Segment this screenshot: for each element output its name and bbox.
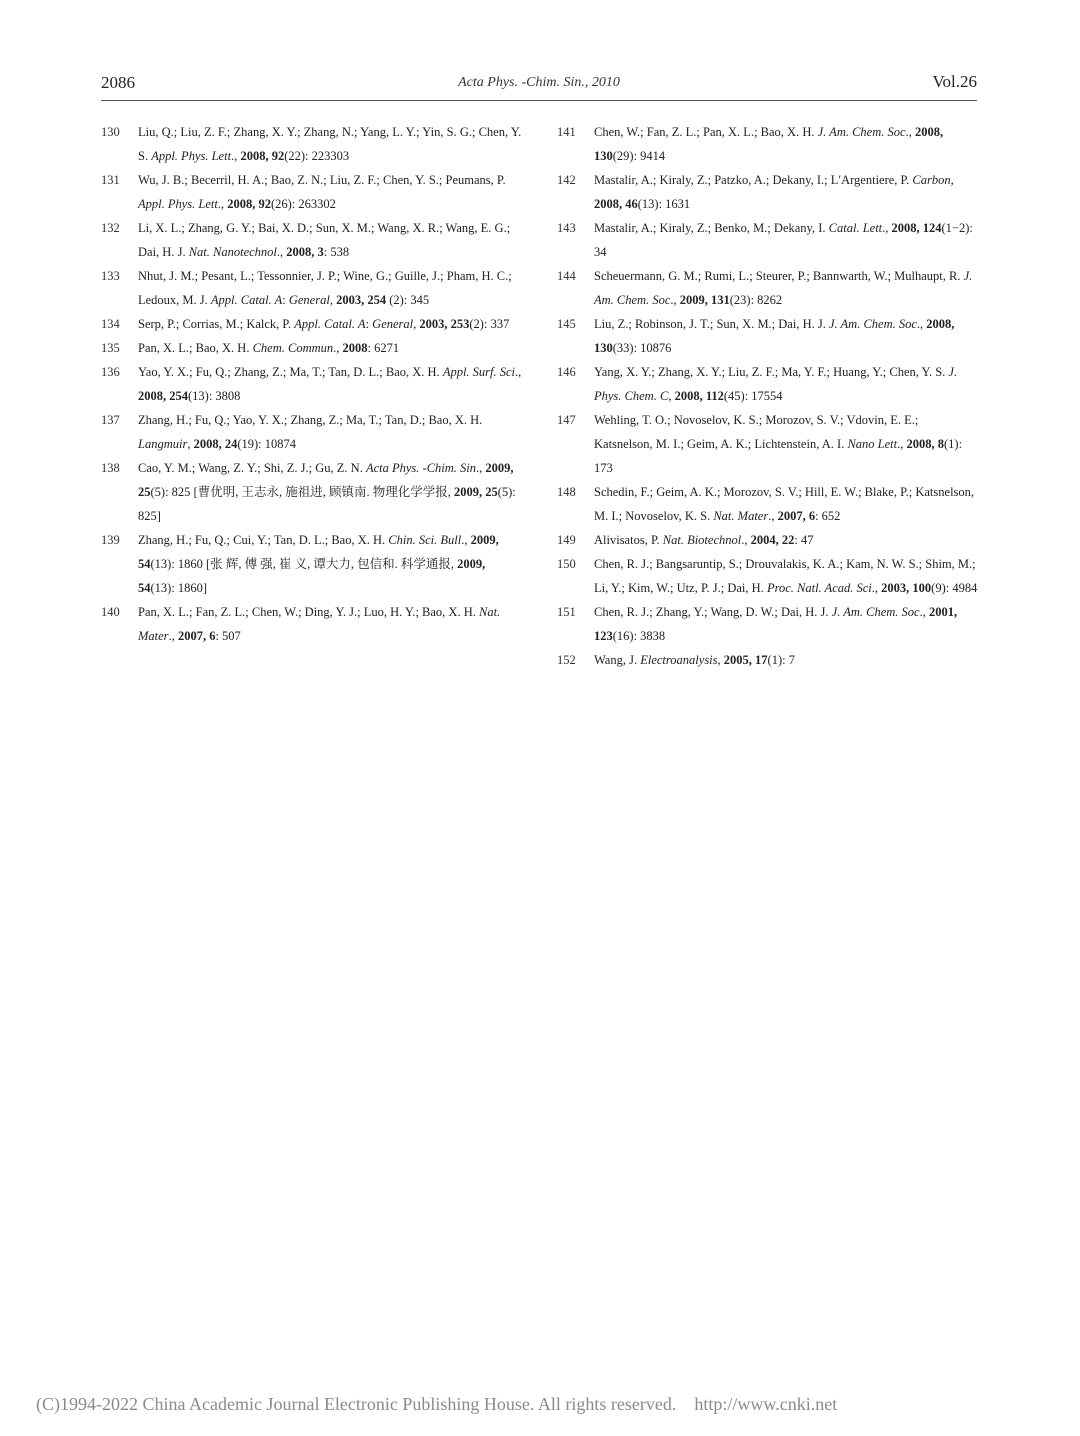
year-volume: 2008, 130 bbox=[594, 125, 944, 163]
reference-segment: (2): 337 bbox=[469, 317, 510, 331]
journal-title: Acta Phys. -Chim. Sin., 2010 bbox=[458, 75, 620, 90]
reference-segment: , bbox=[950, 173, 954, 187]
reference-number: 139 bbox=[101, 533, 120, 547]
reference-text bbox=[138, 120, 525, 168]
journal-name: J. Am. Chem. Soc bbox=[831, 605, 920, 619]
reference-number: 142 bbox=[557, 173, 576, 187]
reference-text bbox=[138, 168, 525, 216]
reference-segment: Schedin, F.; Geim, A. K.; Morozov, S. V.; Hill, E. W.; Blake, P.; Katsnelson, M. I.; Novoselov, K. S. bbox=[594, 485, 975, 523]
reference-segment: (9): 4984 bbox=[931, 581, 978, 595]
year-volume: 2003, 100 bbox=[881, 581, 932, 595]
year-volume: 2003, 254 bbox=[336, 293, 387, 307]
year-volume: 2001, 123 bbox=[594, 605, 958, 643]
reference-segment: : 652 bbox=[815, 509, 841, 523]
reference-segment: ., bbox=[919, 605, 929, 619]
reference-segment: Wehling, T. O.; Novoselov, K. S.; Morozov, S. V.; Vdovin, E. E.; Katsnelson, M. I.; Geim, A. K.; Lichtenstein, A. I. bbox=[594, 413, 919, 451]
reference-segment: Zhang, H.; Fu, Q.; Yao, Y. X.; Zhang, Z.; Ma, T.; Tan, D.; Bao, X. H. bbox=[138, 413, 483, 427]
reference-segment: ., bbox=[168, 629, 178, 643]
reference-entry bbox=[101, 600, 525, 648]
reference-entry bbox=[101, 216, 525, 264]
reference-text bbox=[138, 408, 525, 456]
reference-text bbox=[138, 336, 525, 360]
reference-entry bbox=[101, 120, 525, 168]
journal-name: Acta Phys. -Chim. Sin bbox=[365, 461, 477, 475]
reference-number: 136 bbox=[101, 365, 120, 379]
reference-segment: (19): 10874 bbox=[237, 437, 297, 451]
reference-text bbox=[138, 456, 525, 528]
reference-entry bbox=[557, 552, 979, 600]
reference-number: 131 bbox=[101, 173, 120, 187]
reference-segment: (13): 3808 bbox=[188, 389, 241, 403]
journal-name: Appl. Catal. A bbox=[294, 317, 366, 331]
year-volume: 2008, 3 bbox=[286, 245, 324, 259]
journal-name: J. Am. Chem. Soc bbox=[594, 269, 973, 307]
reference-number: 134 bbox=[101, 317, 120, 331]
reference-entry bbox=[557, 312, 979, 360]
references-left-column bbox=[101, 120, 525, 648]
volume-label: Vol.26 bbox=[932, 72, 977, 91]
reference-segment: Pan, X. L.; Fan, Z. L.; Chen, W.; Ding, Y. J.; Luo, H. Y.; Bao, X. H. bbox=[138, 605, 479, 619]
reference-segment: ., bbox=[217, 197, 228, 211]
references-right-column bbox=[557, 120, 979, 672]
reference-segment: Yao, Y. X.; Fu, Q.; Zhang, Z.; Ma, T.; Tan, D. L.; Bao, X. H. bbox=[138, 365, 443, 379]
year-volume: 2007, 6 bbox=[777, 509, 816, 523]
reference-number: 145 bbox=[557, 317, 576, 331]
reference-segment: ., bbox=[882, 221, 892, 235]
journal-name: J. Am. Chem. Soc bbox=[828, 317, 917, 331]
reference-entry bbox=[557, 648, 979, 672]
reference-segment: , bbox=[187, 437, 194, 451]
year-volume: 2009, 131 bbox=[679, 293, 730, 307]
year-volume: 2009, 54 bbox=[138, 557, 486, 595]
reference-segment: (13): 1860] bbox=[150, 581, 208, 595]
reference-entry bbox=[557, 264, 979, 312]
reference-text bbox=[594, 312, 979, 360]
reference-segment: : bbox=[365, 317, 373, 331]
reference-entry bbox=[101, 264, 525, 312]
reference-segment: Scheuermann, G. M.; Rumi, L.; Steurer, P.; Bannwarth, W.; Mulhaupt, R. bbox=[594, 269, 964, 283]
reference-segment: : 538 bbox=[323, 245, 350, 259]
journal-name: Appl. Phys. Lett bbox=[151, 149, 232, 163]
reference-segment: (1−2): 34 bbox=[594, 221, 973, 259]
reference-text bbox=[594, 480, 979, 528]
reference-entry bbox=[101, 312, 525, 336]
reference-segment: Chen, R. J.; Bangsaruntip, S.; Drouvalakis, K. A.; Kam, N. W. S.; Shim, M.; Li, Y.; Kim, W.; Utz, P. J.; Dai, H. bbox=[594, 557, 976, 595]
reference-segment: Wu, J. B.; Becerril, H. A.; Bao, Z. N.; Liu, Z. F.; Chen, Y. S.; Peumans, P. bbox=[138, 173, 506, 187]
reference-segment: (5): 825] bbox=[138, 485, 516, 523]
reference-number: 148 bbox=[557, 485, 576, 499]
reference-number: 140 bbox=[101, 605, 120, 619]
reference-entry bbox=[101, 360, 525, 408]
reference-entry bbox=[557, 600, 979, 648]
reference-segment: ., bbox=[476, 461, 486, 475]
reference-entry bbox=[101, 408, 525, 456]
journal-name: Nat. Mater bbox=[713, 509, 769, 523]
journal-name: Nano Lett bbox=[847, 437, 898, 451]
journal-name: Electroanalysis bbox=[640, 653, 718, 667]
reference-text bbox=[138, 600, 525, 648]
reference-number: 147 bbox=[557, 413, 576, 427]
reference-number: 150 bbox=[557, 557, 576, 571]
reference-text bbox=[138, 264, 525, 312]
year-volume: 2008, 124 bbox=[891, 221, 942, 235]
reference-segment: ., bbox=[231, 149, 241, 163]
reference-segment: Serp, P.; Corrias, M.; Kalck, P. bbox=[138, 317, 295, 331]
reference-segment: Alivisatos, P. bbox=[594, 533, 663, 547]
reference-segment: ., bbox=[916, 317, 927, 331]
reference-text bbox=[594, 648, 979, 672]
reference-segment: : 6271 bbox=[367, 341, 400, 355]
journal-name: Nat. Mater bbox=[138, 605, 501, 643]
reference-number: 144 bbox=[557, 269, 576, 283]
journal-name: Nat. Nanotechnol bbox=[188, 245, 277, 259]
reference-text bbox=[594, 528, 979, 552]
reference-number: 152 bbox=[557, 653, 576, 667]
reference-segment: Liu, Z.; Robinson, J. T.; Sun, X. M.; Dai, H. J. bbox=[594, 317, 829, 331]
reference-text bbox=[594, 600, 979, 648]
journal-name: Appl. Surf. Sci bbox=[442, 365, 516, 379]
year-volume: 2008 bbox=[342, 341, 368, 355]
reference-segment: ., bbox=[741, 533, 751, 547]
reference-number: 130 bbox=[101, 125, 120, 139]
reference-number: 143 bbox=[557, 221, 576, 235]
reference-segment: ., bbox=[276, 245, 287, 259]
reference-text bbox=[594, 120, 979, 168]
reference-segment: Cao, Y. M.; Wang, Z. Y.; Shi, Z. J.; Gu, Z. N. bbox=[138, 461, 366, 475]
reference-segment: Chen, R. J.; Zhang, Y.; Wang, D. W.; Dai, H. J. bbox=[594, 605, 832, 619]
reference-segment: Nhut, J. M.; Pesant, L.; Tessonnier, J. P.; Wine, G.; Guille, J.; Pham, H. C.; Ledoux, M. J. bbox=[138, 269, 512, 307]
year-volume: 2008, 112 bbox=[674, 389, 724, 403]
reference-entry bbox=[557, 528, 979, 552]
reference-segment: , bbox=[668, 389, 675, 403]
journal-name: Chem. Commun bbox=[252, 341, 334, 355]
reference-segment: (23): 8262 bbox=[729, 293, 783, 307]
reference-entry bbox=[101, 168, 525, 216]
reference-segment: ., bbox=[515, 365, 522, 379]
reference-text bbox=[138, 528, 525, 600]
reference-segment: (16): 3838 bbox=[612, 629, 666, 643]
reference-segment: (33): 10876 bbox=[612, 341, 672, 355]
page-number: 2086 bbox=[101, 73, 135, 92]
year-volume: 2009, 54 bbox=[138, 533, 499, 571]
reference-segment: (26): 263302 bbox=[270, 197, 336, 211]
reference-segment: , bbox=[413, 317, 420, 331]
reference-number: 135 bbox=[101, 341, 120, 355]
journal-name: General bbox=[288, 293, 330, 307]
reference-segment: : 507 bbox=[215, 629, 241, 643]
reference-number: 137 bbox=[101, 413, 120, 427]
reference-segment: ., bbox=[461, 533, 471, 547]
reference-text bbox=[594, 552, 979, 600]
year-volume: 2008, 92 bbox=[240, 149, 285, 163]
reference-segment: Zhang, H.; Fu, Q.; Cui, Y.; Tan, D. L.; Bao, X. H. bbox=[138, 533, 389, 547]
reference-segment: : bbox=[282, 293, 289, 307]
reference-segment: (1): 173 bbox=[594, 437, 963, 475]
reference-segment: (1): 7 bbox=[767, 653, 795, 667]
year-volume: 2009, 25 bbox=[138, 461, 514, 499]
journal-name: Langmuir bbox=[138, 437, 188, 451]
reference-text bbox=[138, 360, 525, 408]
reference-entry bbox=[101, 456, 525, 528]
year-volume: 2008, 130 bbox=[594, 317, 955, 355]
reference-text bbox=[138, 216, 525, 264]
journal-name: Appl. Catal. A bbox=[210, 293, 283, 307]
reference-segment: Mastalir, A.; Kiraly, Z.; Patzko, A.; Dekany, I.; L′Argentiere, P. bbox=[594, 173, 913, 187]
year-volume: 2004, 22 bbox=[750, 533, 795, 547]
reference-segment: (45): 17554 bbox=[723, 389, 783, 403]
year-volume: 2003, 253 bbox=[419, 317, 470, 331]
reference-entry bbox=[557, 120, 979, 168]
reference-entry bbox=[557, 408, 979, 480]
reference-segment: , bbox=[329, 293, 337, 307]
journal-name: Chin. Sci. Bull bbox=[388, 533, 462, 547]
reference-segment: (13): 1631 bbox=[637, 197, 691, 211]
reference-entry bbox=[557, 480, 979, 528]
reference-number: 132 bbox=[101, 221, 120, 235]
year-volume: 2008, 254 bbox=[138, 389, 188, 403]
reference-entry bbox=[101, 528, 525, 600]
reference-segment: Liu, Q.; Liu, Z. F.; Zhang, X. Y.; Zhang, N.; Yang, L. Y.; Yin, S. G.; Chen, Y. S. bbox=[138, 125, 522, 163]
journal-name: J. Am. Chem. Soc bbox=[817, 125, 906, 139]
year-volume: 2008, 46 bbox=[594, 197, 638, 211]
year-volume: 2007, 6 bbox=[177, 629, 216, 643]
reference-number: 149 bbox=[557, 533, 576, 547]
journal-name: Nat. Biotechnol bbox=[662, 533, 742, 547]
year-volume: 2008, 92 bbox=[227, 197, 271, 211]
reference-segment: (2): 345 bbox=[386, 293, 430, 307]
reference-segment: ., bbox=[768, 509, 778, 523]
reference-segment: Chen, W.; Fan, Z. L.; Pan, X. L.; Bao, X. H. bbox=[594, 125, 818, 139]
reference-entry bbox=[557, 360, 979, 408]
reference-text bbox=[594, 264, 979, 312]
reference-entry bbox=[557, 216, 979, 264]
reference-segment: (13): 1860 [张 辉, 傅 强, 崔 义, 谭大力, 包信和. 科学通报, bbox=[150, 557, 458, 571]
reference-number: 133 bbox=[101, 269, 120, 283]
reference-segment: Mastalir, A.; Kiraly, Z.; Benko, M.; Dekany, I. bbox=[594, 221, 829, 235]
reference-text bbox=[594, 168, 979, 216]
year-volume: 2009, 25 bbox=[453, 485, 498, 499]
journal-name: Carbon bbox=[912, 173, 951, 187]
reference-segment: Wang, J. bbox=[594, 653, 641, 667]
year-volume: 2008, 24 bbox=[193, 437, 238, 451]
reference-segment: (29): 9414 bbox=[612, 149, 666, 163]
reference-number: 138 bbox=[101, 461, 120, 475]
reference-segment: Li, X. L.; Zhang, G. Y.; Bai, X. D.; Sun, X. M.; Wang, X. R.; Wang, E. G.; Dai, H. J. bbox=[138, 221, 511, 259]
reference-segment: ., bbox=[333, 341, 343, 355]
year-volume: 2008, 8 bbox=[906, 437, 944, 451]
journal-name: General bbox=[372, 317, 414, 331]
reference-segment: ., bbox=[670, 293, 680, 307]
reference-number: 151 bbox=[557, 605, 576, 619]
reference-segment: : 47 bbox=[794, 533, 814, 547]
journal-name: Proc. Natl. Acad. Sci bbox=[766, 581, 872, 595]
journal-name: J. Phys. Chem. C bbox=[594, 365, 958, 403]
reference-entry bbox=[101, 336, 525, 360]
reference-text bbox=[594, 216, 979, 264]
journal-name: Appl. Phys. Lett bbox=[138, 197, 218, 211]
reference-text bbox=[594, 360, 979, 408]
journal-name: Catal. Lett bbox=[828, 221, 883, 235]
reference-segment: ., bbox=[871, 581, 882, 595]
reference-segment: Yang, X. Y.; Zhang, X. Y.; Liu, Z. F.; Ma, Y. F.; Huang, Y.; Chen, Y. S. bbox=[594, 365, 949, 379]
reference-segment: (5): 825 [曹优明, 王志永, 施祖进, 顾镇南. 物理化学学报, bbox=[150, 485, 454, 499]
reference-number: 141 bbox=[557, 125, 576, 139]
page-header bbox=[101, 70, 977, 101]
copyright-footer: (C)1994-2022 China Academic Journal Electronic Publishing House. All rights reserved. http://www.cnki.net bbox=[36, 1394, 838, 1414]
reference-segment: (22): 223303 bbox=[284, 149, 350, 163]
reference-text bbox=[594, 408, 979, 480]
reference-segment: ., bbox=[897, 437, 907, 451]
reference-segment: , bbox=[717, 653, 724, 667]
reference-segment: Pan, X. L.; Bao, X. H. bbox=[138, 341, 253, 355]
year-volume: 2005, 17 bbox=[723, 653, 768, 667]
reference-entry bbox=[557, 168, 979, 216]
reference-segment: ., bbox=[905, 125, 915, 139]
reference-number: 146 bbox=[557, 365, 576, 379]
reference-text bbox=[138, 312, 525, 336]
